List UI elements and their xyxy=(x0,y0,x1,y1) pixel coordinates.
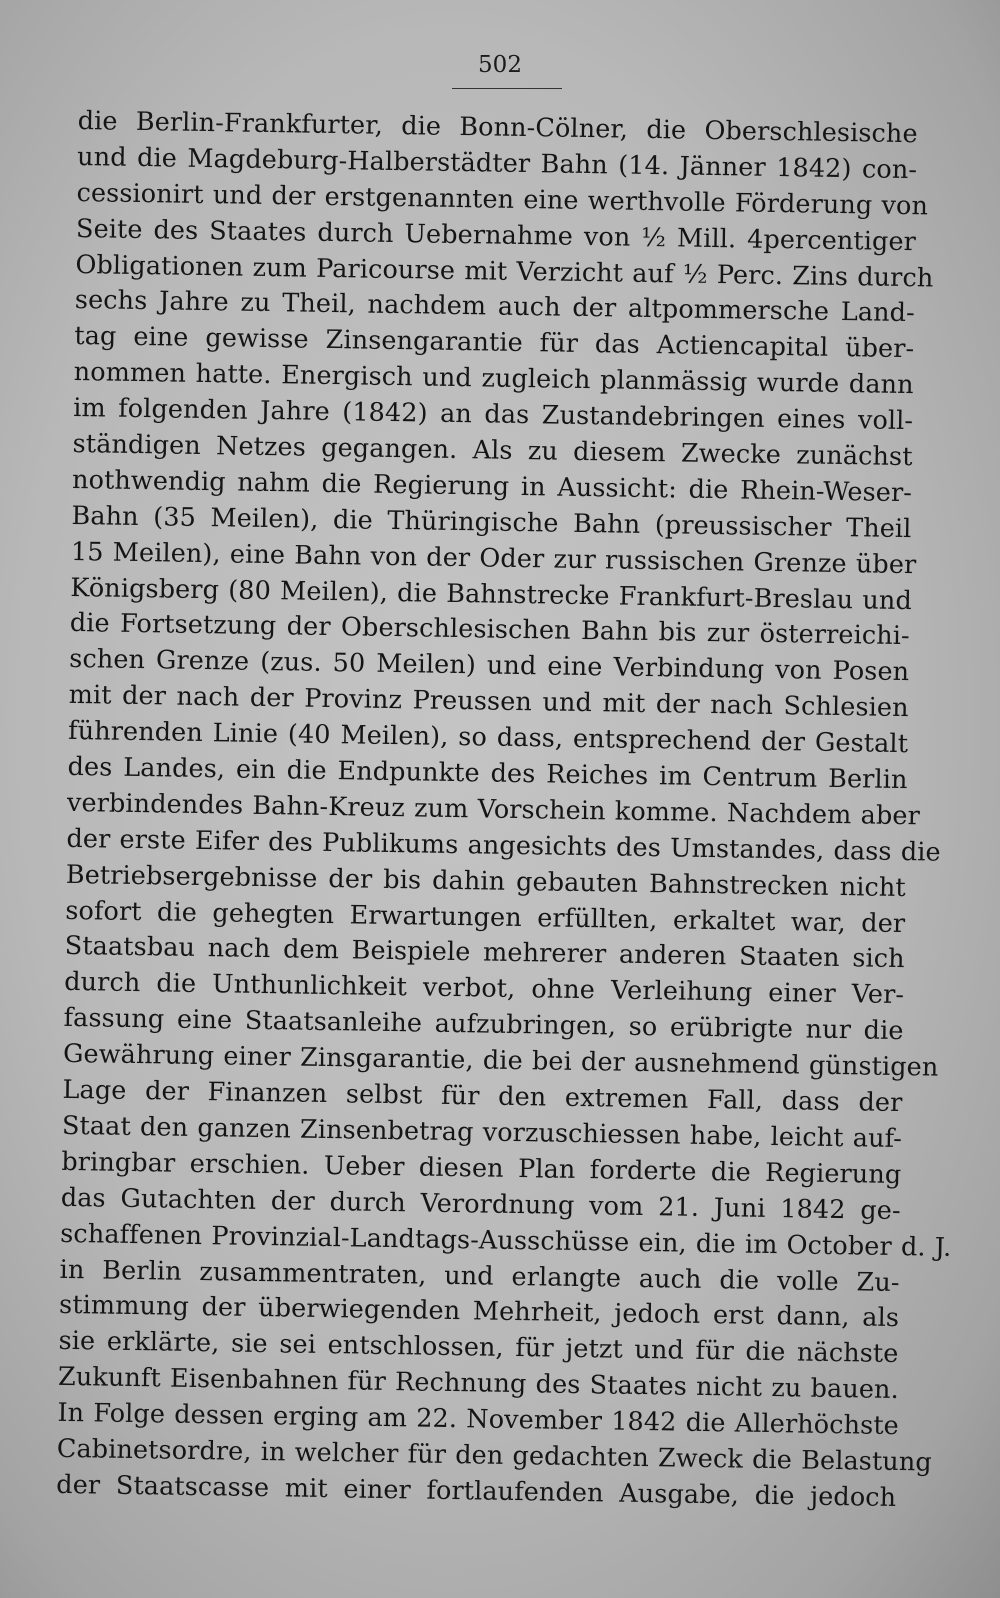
text-line: im folgenden Jahre (1842) an das Zustandebringen eines voll- xyxy=(72,393,914,437)
text-line: die Berlin-Frankfurter, die Bonn-Cölner, die Oberschlesische xyxy=(77,105,918,150)
text-line: Staat den ganzen Zinsenbetrag vorzuschiessen habe, leicht auf- xyxy=(61,1110,903,1155)
text-line: Lage der Finanzen selbst für den extremen Fall, dass der xyxy=(62,1074,903,1119)
text-line: Cabinetsordre, in welcher für den gedachten Zweck die Belastung xyxy=(56,1433,933,1478)
text-line: die Fortsetzung der Oberschlesischen Bahn bis zur österreichi- xyxy=(69,608,910,652)
text-line: Bahn (35 Meilen), die Thüringische Bahn (preussischer Theil xyxy=(71,500,912,544)
text-line: mit der nach der Provinz Preussen und mit der nach Schlesien xyxy=(68,680,909,724)
text-line: tag eine gewisse Zinsengarantie für das Actiencapital über- xyxy=(74,321,915,365)
text-line: der Staatscasse mit einer fortlaufenden Ausgabe, die jedoch xyxy=(56,1469,897,1513)
text-line: Obligationen zum Paricourse mit Verzicht auf ½ Perc. Zins durch xyxy=(75,249,934,294)
text-line: Zukunft Eisenbahnen für Rechnung des Staates nicht zu bauen. xyxy=(57,1362,900,1406)
text-line: schaffenen Provinzial-Landtags-Ausschüsse ein, die im October d. J. xyxy=(60,1218,952,1263)
text-line: in Berlin zusammentraten, und erlangte auch die volle Zu- xyxy=(59,1254,900,1298)
text-line: cessionirt und der erstgenannten eine werthvolle Förderung von xyxy=(76,177,929,222)
text-line: Betriebsergebnisse der bis dahin gebauten Bahnstrecken nicht xyxy=(65,859,907,903)
text-line: stimmung der überwiegenden Mehrheit, jedoch erst dann, als xyxy=(58,1290,900,1334)
body-text xyxy=(56,104,952,1517)
text-line: Königsberg (80 Meilen), die Bahnstrecke Frankfurt-Breslau und xyxy=(70,572,913,616)
text-line: fassung eine Staatsanleihe aufzubringen, so erübrigte nur die xyxy=(63,1003,904,1047)
text-line: das Gutachten der durch Verordnung vom 21. Juni 1842 ge- xyxy=(60,1182,901,1226)
text-line: und die Magdeburg-Halberstädter Bahn (14. Jänner 1842) con- xyxy=(76,141,918,186)
text-line: führenden Linie (40 Meilen), so dass, entsprechend der Gestalt xyxy=(67,716,909,760)
text-line: der erste Eifer des Publikums angesichts des Umstandes, dass die xyxy=(66,823,941,868)
text-line: verbindendes Bahn-Kreuz zum Vorschein komme. Nachdem aber xyxy=(66,787,921,832)
text-line: sie erklärte, sie sei entschlossen, für jetzt und für die nächste xyxy=(58,1326,899,1370)
text-line: schen Grenze (zus. 50 Meilen) und eine Verbindung von Posen xyxy=(69,644,910,688)
text-line: sechs Jahre zu Theil, nachdem auch der altpommersche Land- xyxy=(74,285,916,329)
text-line: Seite des Staates durch Uebernahme von ½ Mill. 4percentiger xyxy=(75,213,917,257)
text-line: ständigen Netzes gegangen. Als zu diesem Zwecke zunächst xyxy=(72,428,913,473)
header-rule xyxy=(452,88,562,89)
text-line: des Landes, ein die Endpunkte des Reiches im Centrum Berlin xyxy=(67,751,908,796)
page-number: 502 xyxy=(478,52,522,78)
text-line: Gewährung einer Zinsgarantie, die bei der ausnehmend günstigen xyxy=(62,1039,939,1083)
text-line: sofort die gehegten Erwartungen erfüllten, erkaltet war, der xyxy=(65,895,906,939)
text-line: durch die Unthunlichkeit verbot, ohne Verleihung einer Ver- xyxy=(63,967,905,1011)
text-line: 15 Meilen), eine Bahn von der Oder zur russischen Grenze über xyxy=(70,536,917,580)
text-line: In Folge dessen erging am 22. November 1842 die Allerhöchste xyxy=(57,1397,900,1442)
text-line: bringbar erschien. Ueber diesen Plan forderte die Regierung xyxy=(61,1146,902,1190)
text-line: nothwendig nahm die Regierung in Aussicht: die Rhein-Weser- xyxy=(71,464,913,509)
text-line: nommen hatte. Energisch und zugleich planmässig wurde dann xyxy=(73,357,914,401)
text-line: Staatsbau nach dem Beispiele mehrerer anderen Staaten sich xyxy=(64,931,905,975)
